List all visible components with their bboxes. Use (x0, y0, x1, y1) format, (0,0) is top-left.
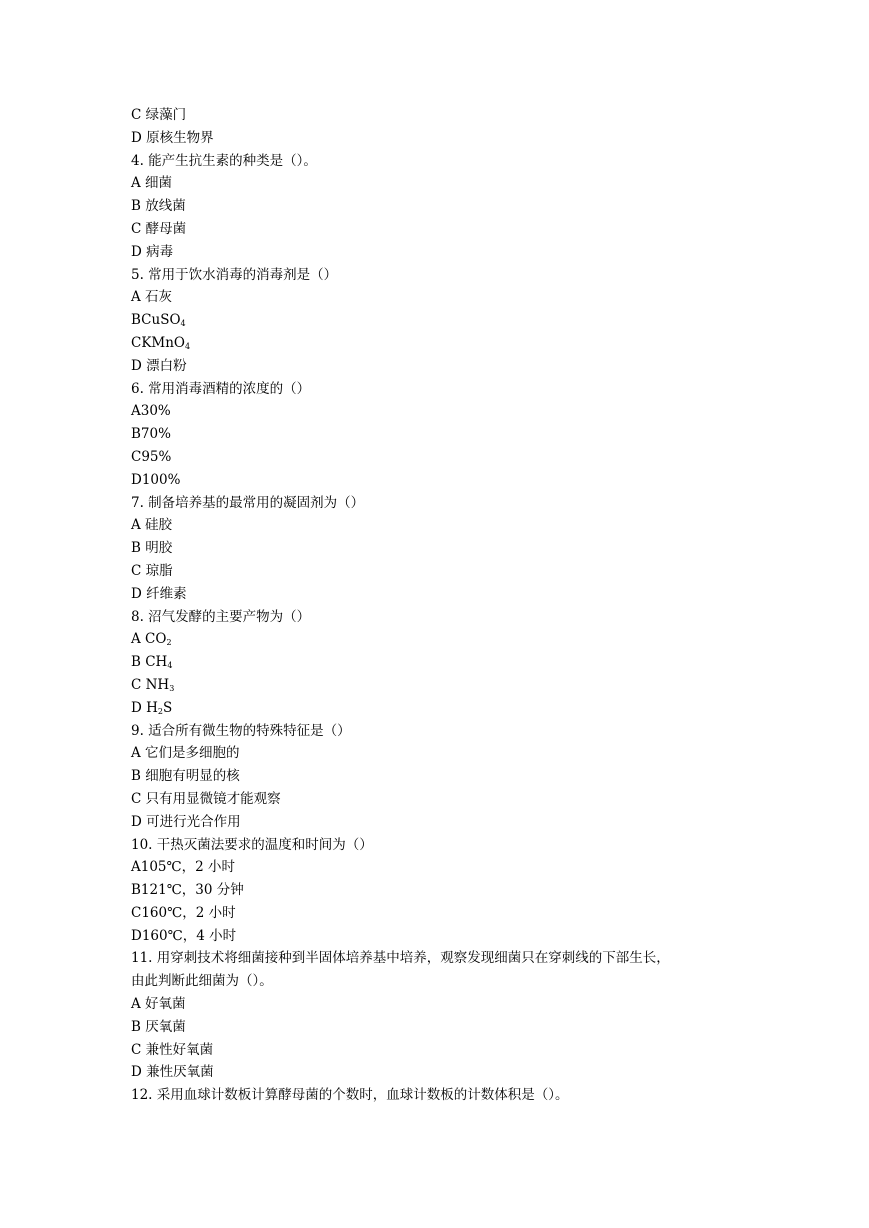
text-line (131, 218, 731, 241)
text-line (131, 537, 731, 560)
line-text: 6. 常用消毒酒精的浓度的（） (131, 380, 311, 397)
subscript: 2 (166, 638, 172, 648)
text-line (131, 947, 731, 970)
text-line (131, 378, 731, 401)
line-text: A 它们是多细胞的 (131, 745, 240, 762)
text-line (131, 309, 731, 332)
line-text: C95% (131, 448, 172, 465)
line-text: C NH (131, 676, 170, 693)
line-text: 11. 用穿刺技术将细菌接种到半固体培养基中培养，观察发现细菌只在穿刺线的下部生长， (131, 950, 670, 967)
line-text: D160℃，4 小时 (131, 927, 237, 944)
line-text: 7. 制备培养基的最常用的凝固剂为（） (131, 494, 365, 511)
text-line (131, 628, 731, 651)
text-line (131, 742, 731, 765)
line-text: 由此判断此细菌为（）。 (131, 973, 273, 990)
line-text: C 酵母菌 (131, 220, 187, 237)
text-line (131, 1039, 731, 1062)
line-text: B 细胞有明显的核 (131, 768, 240, 785)
subscript: 3 (169, 683, 175, 693)
text-line (131, 856, 731, 879)
line-text: B CH (131, 654, 168, 671)
line-text: B 明胶 (131, 540, 173, 557)
line-text: A 石灰 (131, 289, 173, 306)
text-line (131, 150, 731, 173)
line-text: C 绿藻门 (131, 107, 187, 123)
line-text: D 可进行光合作用 (131, 813, 241, 830)
subscript: 4 (167, 661, 173, 671)
text-line (131, 355, 731, 378)
line-text: D H (131, 699, 158, 716)
text-line (131, 332, 731, 355)
text-line (131, 925, 731, 948)
line-text: D 兼性厌氧菌 (131, 1064, 214, 1081)
line-text: C160℃，2 小时 (131, 904, 236, 921)
text-line (131, 514, 731, 537)
question-text-block (131, 104, 731, 1107)
line-text: D 原核生物界 (131, 129, 214, 146)
line-text: 5. 常用于饮水消毒的消毒剂是（） (131, 266, 338, 283)
text-line (131, 172, 731, 195)
subscript: 4 (180, 319, 186, 329)
line-text-after: S (162, 699, 173, 716)
line-text: B121℃，30 分钟 (131, 882, 244, 899)
text-line (131, 879, 731, 902)
line-text: A 细菌 (131, 175, 173, 192)
text-line (131, 970, 731, 993)
text-line (131, 1084, 731, 1107)
line-text: A CO (131, 631, 167, 648)
line-text: B70% (131, 426, 171, 443)
line-text: BCuSO (131, 312, 181, 329)
text-line (131, 583, 731, 606)
line-text: 8. 沼气发酵的主要产物为（） (131, 608, 311, 625)
line-text: C 兼性好氧菌 (131, 1041, 214, 1058)
line-text: A 好氧菌 (131, 996, 186, 1013)
line-text: A105℃，2 小时 (131, 859, 235, 876)
text-line (131, 264, 731, 287)
text-line (131, 1061, 731, 1084)
text-line (131, 423, 731, 446)
line-text: 10. 干热灭菌法要求的温度和时间为（） (131, 836, 373, 853)
text-line (131, 286, 731, 309)
line-text: D100% (131, 471, 181, 488)
line-text: 4. 能产生抗生素的种类是（）。 (131, 152, 317, 169)
text-line (131, 104, 731, 127)
line-text: C 琼脂 (131, 562, 173, 579)
text-line (131, 446, 731, 469)
line-text: 12. 采用血球计数板计算酵母菌的个数时，血球计数板的计数体积是（）。 (131, 1087, 569, 1104)
text-line (131, 241, 731, 264)
subscript: 2 (157, 706, 163, 716)
line-text: A 硅胶 (131, 517, 173, 534)
text-line (131, 195, 731, 218)
subscript: 4 (185, 341, 191, 351)
text-line (131, 560, 731, 583)
line-text: A30% (131, 403, 171, 420)
text-line (131, 606, 731, 629)
text-line (131, 697, 731, 720)
text-line (131, 400, 731, 423)
text-line (131, 127, 731, 150)
text-line (131, 720, 731, 743)
text-line (131, 993, 731, 1016)
text-line (131, 674, 731, 697)
text-line (131, 902, 731, 925)
line-text: B 放线菌 (131, 198, 186, 215)
text-line (131, 1016, 731, 1039)
line-text: B 厌氧菌 (131, 1018, 186, 1035)
line-text: CKMnO (131, 334, 185, 351)
text-line (131, 811, 731, 834)
line-text: C 只有用显微镜才能观察 (131, 790, 281, 807)
line-text: D 纤维素 (131, 585, 187, 602)
text-line (131, 834, 731, 857)
text-line (131, 651, 731, 674)
line-text: D 病毒 (131, 243, 174, 260)
text-line (131, 492, 731, 515)
text-line (131, 469, 731, 492)
text-line (131, 765, 731, 788)
text-line (131, 788, 731, 811)
line-text: 9. 适合所有微生物的特殊特征是（） (131, 722, 351, 739)
line-text: D 漂白粉 (131, 357, 187, 374)
